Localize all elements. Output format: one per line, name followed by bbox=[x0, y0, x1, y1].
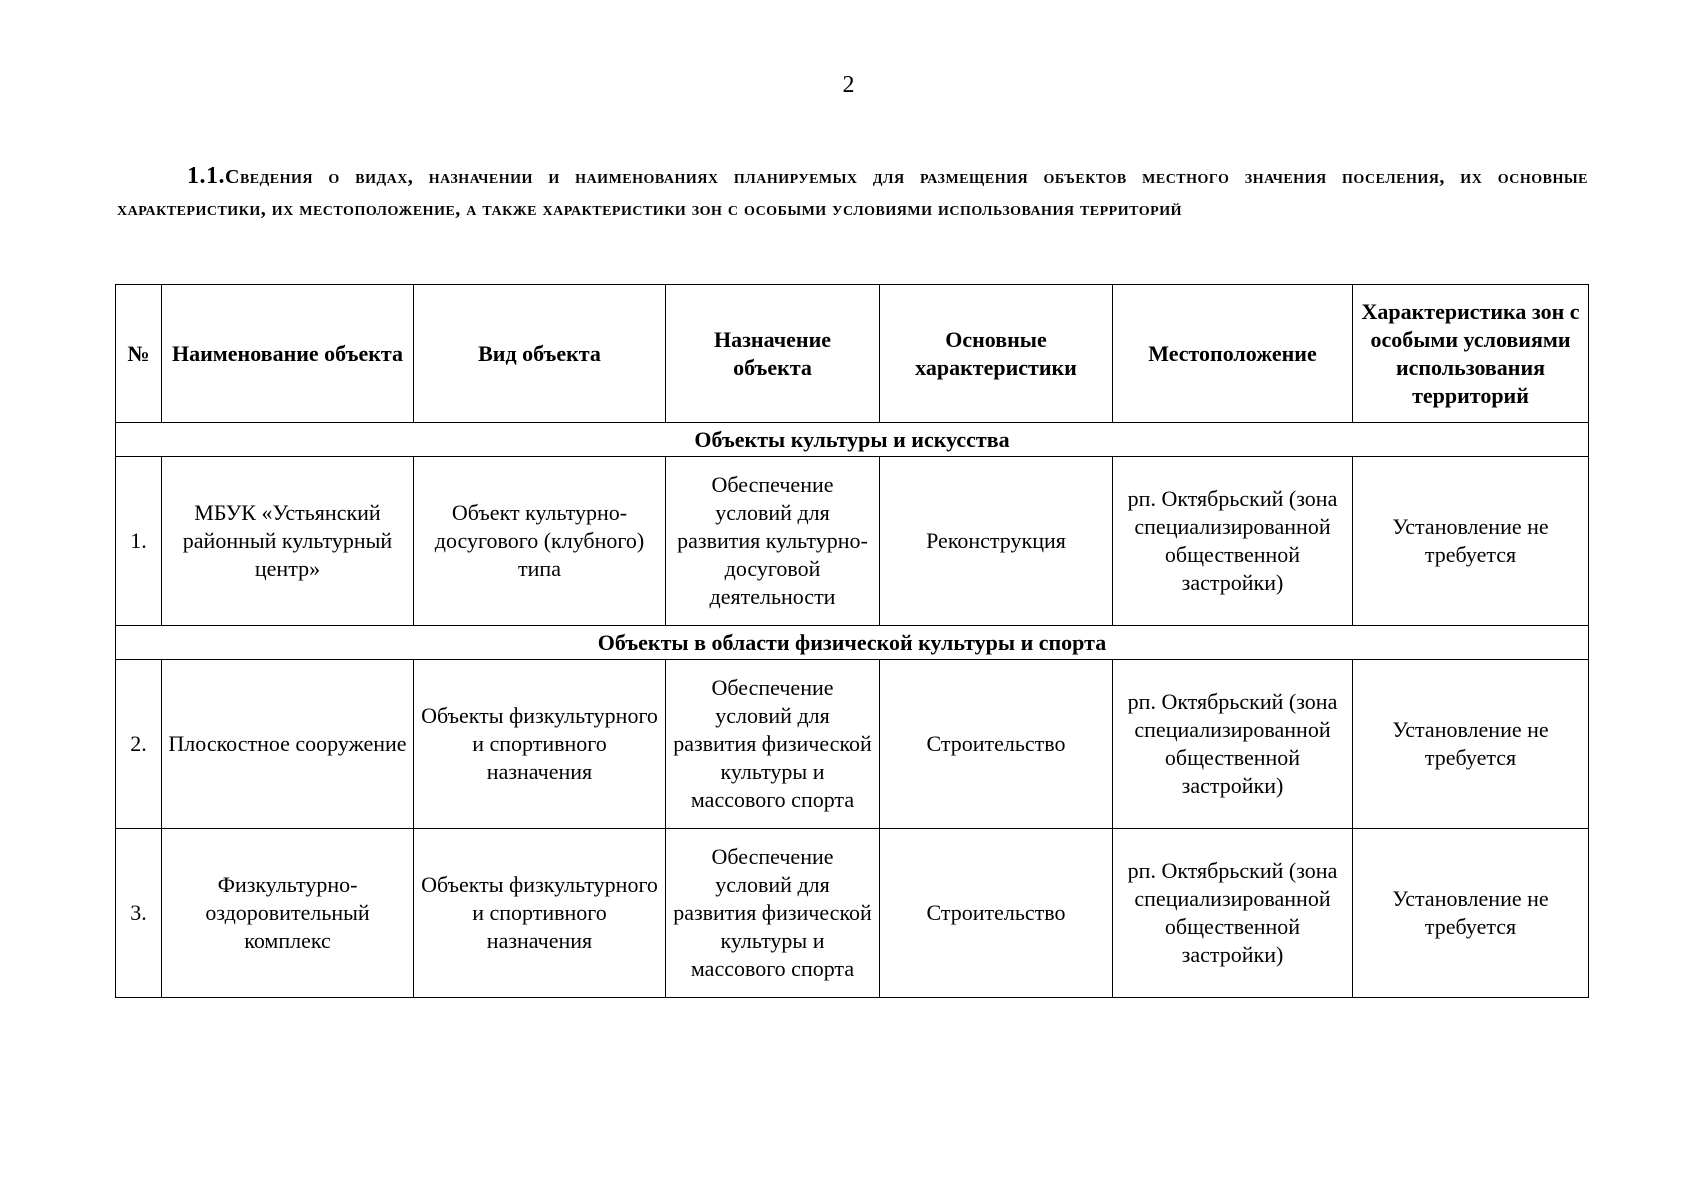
cell-type: Объекты физкультурного и спортивного назначения bbox=[414, 660, 666, 829]
section-title-text: Сведения о видах, назначении и наименованиях планируемых для размещения объектов местного значения поселения, их основные характеристики, их местоположение, а также характеристики зон с особыми условиями использования территорий bbox=[117, 166, 1588, 220]
cell-characteristics: Строительство bbox=[880, 829, 1113, 998]
cell-num: 2. bbox=[116, 660, 162, 829]
table-header-row bbox=[116, 285, 1589, 423]
header-purpose: Назначение объекта bbox=[666, 285, 880, 423]
cell-characteristics: Строительство bbox=[880, 660, 1113, 829]
cell-characteristics: Реконструкция bbox=[880, 457, 1113, 626]
cell-num: 3. bbox=[116, 829, 162, 998]
cell-name: МБУК «Устьянский районный культурный центр» bbox=[162, 457, 414, 626]
cell-purpose: Обеспечение условий для развития культурно-досуговой деятельности bbox=[666, 457, 880, 626]
cell-purpose: Обеспечение условий для развития физической культуры и массового спорта bbox=[666, 660, 880, 829]
cell-num: 1. bbox=[116, 457, 162, 626]
header-characteristics: Основные характеристики bbox=[880, 285, 1113, 423]
cell-location: рп. Октябрьский (зона специализированной общественной застройки) bbox=[1113, 660, 1353, 829]
cell-zones: Установление не требуется bbox=[1353, 457, 1589, 626]
category-row bbox=[116, 423, 1589, 457]
header-num: № bbox=[116, 285, 162, 423]
cell-name: Физкультурно-оздоровительный комплекс bbox=[162, 829, 414, 998]
table-row bbox=[116, 829, 1589, 998]
cell-zones: Установление не требуется bbox=[1353, 660, 1589, 829]
header-zones: Характеристика зон с особыми условиями использования территорий bbox=[1353, 285, 1589, 423]
category-row bbox=[116, 626, 1589, 660]
cell-purpose: Обеспечение условий для развития физической культуры и массового спорта bbox=[666, 829, 880, 998]
cell-location: рп. Октябрьский (зона специализированной общественной застройки) bbox=[1113, 829, 1353, 998]
section-number: 1.1. bbox=[187, 163, 225, 189]
page-number: 2 bbox=[842, 72, 855, 98]
header-location: Местоположение bbox=[1113, 285, 1353, 423]
objects-table bbox=[115, 284, 1589, 998]
cell-type: Объекты физкультурного и спортивного назначения bbox=[414, 829, 666, 998]
header-type: Вид объекта bbox=[414, 285, 666, 423]
section-title bbox=[117, 160, 1588, 225]
table-row bbox=[116, 457, 1589, 626]
category-title: Объекты в области физической культуры и спорта bbox=[116, 626, 1589, 660]
cell-zones: Установление не требуется bbox=[1353, 829, 1589, 998]
category-title: Объекты культуры и искусства bbox=[116, 423, 1589, 457]
cell-location: рп. Октябрьский (зона специализированной общественной застройки) bbox=[1113, 457, 1353, 626]
table-row bbox=[116, 660, 1589, 829]
header-name: Наименование объекта bbox=[162, 285, 414, 423]
cell-type: Объект культурно-досугового (клубного) типа bbox=[414, 457, 666, 626]
cell-name: Плоскостное сооружение bbox=[162, 660, 414, 829]
